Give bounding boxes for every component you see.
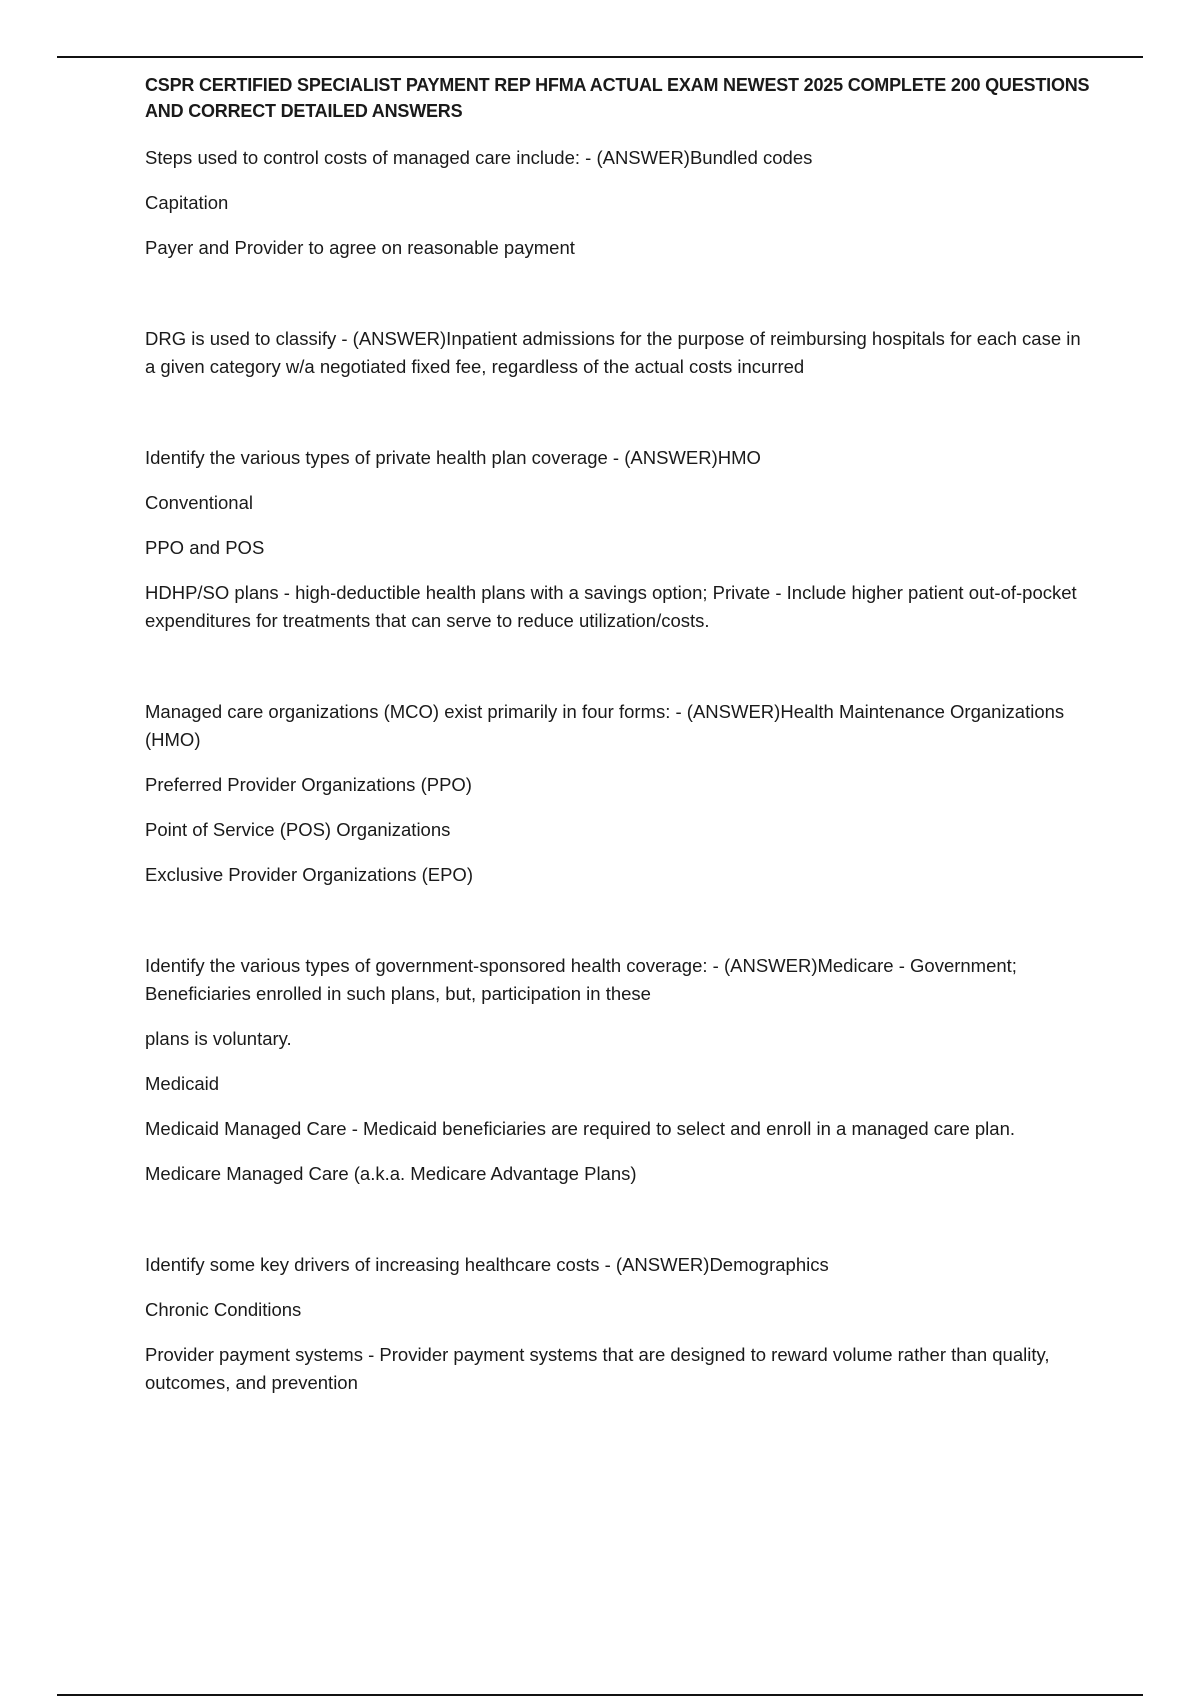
qa-block-2	[145, 325, 1095, 381]
answer-line: Chronic Conditions	[145, 1299, 302, 1320]
question-line: Identify the various types of government-sponsored health coverage: - (ANSWER)Medicare - Government; Beneficiaries enrolled in such plans, but, participation in these	[145, 955, 1017, 1004]
question-line: Identify the various types of private health plan coverage - (ANSWER)HMO	[145, 447, 761, 468]
answer-line: Medicaid	[145, 1073, 220, 1094]
answer-line: Exclusive Provider Organizations (EPO)	[145, 864, 473, 885]
block-spacer	[145, 652, 1095, 698]
top-rule	[57, 56, 1143, 58]
answer-line: Point of Service (POS) Organizations	[145, 819, 451, 840]
answer-line: Payer and Provider to agree on reasonable payment	[145, 237, 575, 258]
block-spacer	[145, 279, 1095, 325]
qa-block-4	[145, 698, 1095, 889]
qa-block-1	[145, 144, 1095, 262]
answer-line: plans is voluntary.	[145, 1028, 292, 1049]
block-spacer	[145, 906, 1095, 952]
answer-line: Capitation	[145, 192, 229, 213]
answer-line: HDHP/SO plans - high-deductible health plans with a savings option; Private - Include higher patient out-of-pocket expenditures for treatments that can serve to reduce utilization/costs.	[145, 582, 1077, 631]
answer-line: Preferred Provider Organizations (PPO)	[145, 774, 472, 795]
document-title: CSPR CERTIFIED SPECIALIST PAYMENT REP HFMA ACTUAL EXAM NEWEST 2025 COMPLETE 200 QUESTIONS AND CORRECT DETAILED ANSWERS	[145, 75, 1090, 121]
block-spacer	[145, 1205, 1095, 1251]
question-line: Managed care organizations (MCO) exist primarily in four forms: - (ANSWER)Health Maintenance Organizations (HMO)	[145, 701, 1065, 750]
qa-block-3	[145, 444, 1095, 635]
answer-line: Medicare Managed Care (a.k.a. Medicare Advantage Plans)	[145, 1163, 637, 1184]
question-line: DRG is used to classify - (ANSWER)Inpatient admissions for the purpose of reimbursing hospitals for each case in a given category w/a negotiated fixed fee, regardless of the actual costs incurred	[145, 328, 1081, 377]
block-spacer	[145, 398, 1095, 444]
qa-block-5	[145, 952, 1095, 1188]
question-line: Identify some key drivers of increasing healthcare costs - (ANSWER)Demographics	[145, 1254, 829, 1275]
bottom-rule	[57, 1694, 1143, 1696]
answer-line: PPO and POS	[145, 537, 265, 558]
question-line: Steps used to control costs of managed care include: - (ANSWER)Bundled codes	[145, 147, 813, 168]
answer-line: Medicaid Managed Care - Medicaid beneficiaries are required to select and enroll in a managed care plan.	[145, 1118, 1015, 1139]
answer-line: Provider payment systems - Provider payment systems that are designed to reward volume rather than quality, outcomes, and prevention	[145, 1344, 1050, 1393]
document-body	[145, 72, 1095, 1414]
qa-block-6	[145, 1251, 1095, 1397]
answer-line: Conventional	[145, 492, 253, 513]
